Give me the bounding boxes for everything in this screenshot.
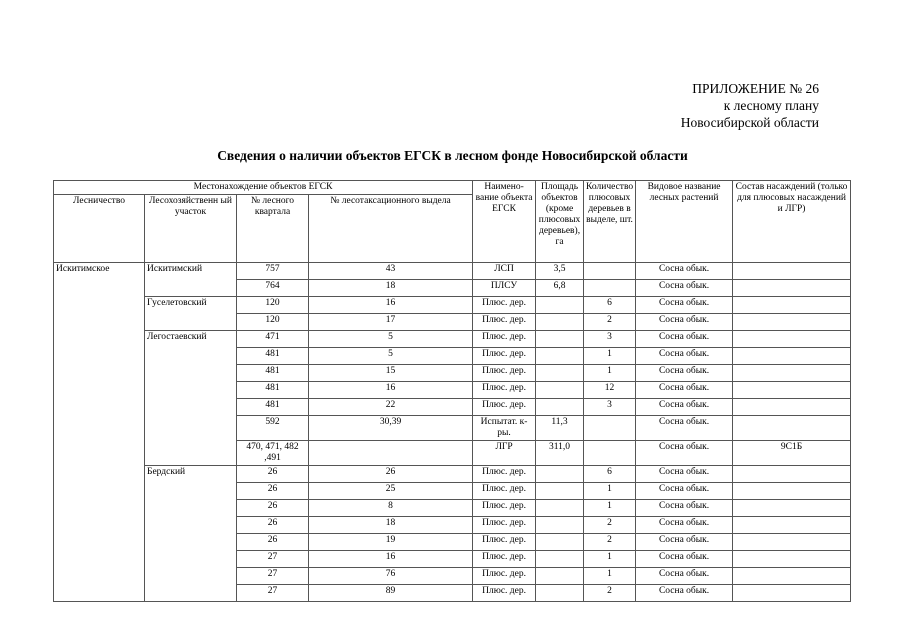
- tree-count-cell: [584, 280, 636, 297]
- tree-count-cell: 1: [584, 551, 636, 568]
- area-cell: [536, 365, 584, 382]
- area-cell: [536, 331, 584, 348]
- tree-count-cell: 1: [584, 365, 636, 382]
- col-allotment: № лесотаксационного выдела: [309, 195, 473, 263]
- area-cell: [536, 534, 584, 551]
- site-cell: Бердский: [145, 466, 237, 602]
- allotment-cell: 18: [309, 517, 473, 534]
- species-cell: Сосна обык.: [636, 517, 733, 534]
- col-quarter: № лесного квартала: [237, 195, 309, 263]
- appendix-reference: к лесному плану: [723, 98, 819, 113]
- composition-cell: [733, 585, 851, 602]
- area-cell: 3,5: [536, 263, 584, 280]
- object-name-cell: Плюс. дер.: [473, 399, 536, 416]
- composition-cell: [733, 551, 851, 568]
- tree-count-cell: 1: [584, 348, 636, 365]
- species-cell: Сосна обык.: [636, 441, 733, 466]
- tree-count-cell: 2: [584, 314, 636, 331]
- allotment-cell: 16: [309, 382, 473, 399]
- composition-cell: 9С1Б: [733, 441, 851, 466]
- species-cell: Сосна обык.: [636, 348, 733, 365]
- allotment-cell: 16: [309, 297, 473, 314]
- area-cell: [536, 585, 584, 602]
- object-name-cell: Плюс. дер.: [473, 331, 536, 348]
- area-cell: [536, 500, 584, 517]
- quarter-cell: 26: [237, 534, 309, 551]
- tree-count-cell: [584, 263, 636, 280]
- area-cell: [536, 314, 584, 331]
- species-cell: Сосна обык.: [636, 280, 733, 297]
- object-name-cell: ПЛСУ: [473, 280, 536, 297]
- site-cell: Гуселетовский: [145, 297, 237, 331]
- allotment-cell: 43: [309, 263, 473, 280]
- species-cell: Сосна обык.: [636, 382, 733, 399]
- tree-count-cell: 1: [584, 483, 636, 500]
- species-cell: Сосна обык.: [636, 399, 733, 416]
- object-name-cell: Плюс. дер.: [473, 585, 536, 602]
- object-name-cell: Плюс. дер.: [473, 500, 536, 517]
- col-object-name: Наимено- вание объекта ЕГСК: [473, 181, 536, 263]
- site-cell: Искитимский: [145, 263, 237, 297]
- allotment-cell: 89: [309, 585, 473, 602]
- tree-count-cell: [584, 416, 636, 441]
- tree-count-cell: 3: [584, 399, 636, 416]
- col-area: Площадь объектов (кроме плюсовых деревьев), га: [536, 181, 584, 263]
- species-cell: Сосна обык.: [636, 297, 733, 314]
- location-group-header: Местонахождение объектов ЕГСК: [54, 181, 473, 195]
- forestry-cell: Искитимское: [54, 263, 145, 602]
- allotment-cell: 19: [309, 534, 473, 551]
- object-name-cell: Плюс. дер.: [473, 568, 536, 585]
- object-name-cell: Плюс. дер.: [473, 483, 536, 500]
- species-cell: Сосна обык.: [636, 416, 733, 441]
- col-composition: Состав насаждений (только для плюсовых насаждений и ЛГР): [733, 181, 851, 263]
- species-cell: Сосна обык.: [636, 551, 733, 568]
- area-cell: [536, 551, 584, 568]
- tree-count-cell: 2: [584, 534, 636, 551]
- quarter-cell: 481: [237, 399, 309, 416]
- area-cell: [536, 348, 584, 365]
- quarter-cell: 27: [237, 585, 309, 602]
- object-name-cell: ЛСП: [473, 263, 536, 280]
- quarter-cell: 120: [237, 314, 309, 331]
- site-cell: Легостаевский: [145, 331, 237, 466]
- quarter-cell: 470, 471, 482 ,491: [237, 441, 309, 466]
- object-name-cell: Плюс. дер.: [473, 534, 536, 551]
- area-cell: [536, 399, 584, 416]
- composition-cell: [733, 382, 851, 399]
- composition-cell: [733, 263, 851, 280]
- composition-cell: [733, 500, 851, 517]
- allotment-cell: 17: [309, 314, 473, 331]
- object-name-cell: Плюс. дер.: [473, 348, 536, 365]
- quarter-cell: 26: [237, 517, 309, 534]
- allotment-cell: 16: [309, 551, 473, 568]
- allotment-cell: 26: [309, 466, 473, 483]
- tree-count-cell: 6: [584, 297, 636, 314]
- tree-count-cell: 2: [584, 517, 636, 534]
- composition-cell: [733, 331, 851, 348]
- col-forestry: Лесничество: [54, 195, 145, 263]
- composition-cell: [733, 280, 851, 297]
- quarter-cell: 764: [237, 280, 309, 297]
- object-name-cell: Плюс. дер.: [473, 297, 536, 314]
- species-cell: Сосна обык.: [636, 466, 733, 483]
- object-name-cell: Испытат. к-ры.: [473, 416, 536, 441]
- species-cell: Сосна обык.: [636, 314, 733, 331]
- composition-cell: [733, 399, 851, 416]
- quarter-cell: 757: [237, 263, 309, 280]
- area-cell: [536, 517, 584, 534]
- allotment-cell: 30,39: [309, 416, 473, 441]
- allotment-cell: 18: [309, 280, 473, 297]
- object-name-cell: Плюс. дер.: [473, 466, 536, 483]
- appendix-region: Новосибирской области: [680, 115, 819, 130]
- table-row: [54, 331, 851, 348]
- col-tree-count: Количество плюсовых деревьев в выделе, шт.: [584, 181, 636, 263]
- document-title: Сведения о наличии объектов ЕГСК в лесном фонде Новосибирской области: [217, 148, 688, 163]
- composition-cell: [733, 314, 851, 331]
- area-cell: 11,3: [536, 416, 584, 441]
- table-row: [54, 297, 851, 314]
- object-name-cell: Плюс. дер.: [473, 382, 536, 399]
- composition-cell: [733, 416, 851, 441]
- allotment-cell: 5: [309, 331, 473, 348]
- tree-count-cell: 12: [584, 382, 636, 399]
- species-cell: Сосна обык.: [636, 331, 733, 348]
- quarter-cell: 26: [237, 466, 309, 483]
- composition-cell: [733, 365, 851, 382]
- quarter-cell: 481: [237, 348, 309, 365]
- tree-count-cell: 2: [584, 585, 636, 602]
- appendix-heading: [681, 80, 819, 131]
- quarter-cell: 120: [237, 297, 309, 314]
- area-cell: 6,8: [536, 280, 584, 297]
- composition-cell: [733, 534, 851, 551]
- area-cell: [536, 297, 584, 314]
- col-species: Видовое название лесных растений: [636, 181, 733, 263]
- tree-count-cell: 6: [584, 466, 636, 483]
- allotment-cell: 5: [309, 348, 473, 365]
- area-cell: 311,0: [536, 441, 584, 466]
- table-row: [54, 263, 851, 280]
- allotment-cell: 8: [309, 500, 473, 517]
- tree-count-cell: [584, 441, 636, 466]
- area-cell: [536, 466, 584, 483]
- allotment-cell: 22: [309, 399, 473, 416]
- area-cell: [536, 382, 584, 399]
- allotment-cell: 15: [309, 365, 473, 382]
- object-name-cell: ЛГР: [473, 441, 536, 466]
- composition-cell: [733, 466, 851, 483]
- quarter-cell: 26: [237, 483, 309, 500]
- species-cell: Сосна обык.: [636, 263, 733, 280]
- composition-cell: [733, 568, 851, 585]
- species-cell: Сосна обык.: [636, 585, 733, 602]
- object-name-cell: Плюс. дер.: [473, 551, 536, 568]
- composition-cell: [733, 517, 851, 534]
- species-cell: Сосна обык.: [636, 568, 733, 585]
- quarter-cell: 481: [237, 382, 309, 399]
- species-cell: Сосна обык.: [636, 365, 733, 382]
- quarter-cell: 27: [237, 568, 309, 585]
- tree-count-cell: 3: [584, 331, 636, 348]
- tree-count-cell: 1: [584, 500, 636, 517]
- composition-cell: [733, 297, 851, 314]
- species-cell: Сосна обык.: [636, 483, 733, 500]
- appendix-number: ПРИЛОЖЕНИЕ № 26: [692, 81, 819, 96]
- col-site: Лесохозяйственн ый участок: [145, 195, 237, 263]
- allotment-cell: [309, 441, 473, 466]
- object-name-cell: Плюс. дер.: [473, 314, 536, 331]
- table-row: [54, 466, 851, 483]
- composition-cell: [733, 483, 851, 500]
- object-name-cell: Плюс. дер.: [473, 517, 536, 534]
- tree-count-cell: 1: [584, 568, 636, 585]
- quarter-cell: 592: [237, 416, 309, 441]
- species-cell: Сосна обык.: [636, 534, 733, 551]
- composition-cell: [733, 348, 851, 365]
- table-body: [54, 263, 851, 602]
- allotment-cell: 76: [309, 568, 473, 585]
- quarter-cell: 26: [237, 500, 309, 517]
- species-cell: Сосна обык.: [636, 500, 733, 517]
- quarter-cell: 27: [237, 551, 309, 568]
- object-name-cell: Плюс. дер.: [473, 365, 536, 382]
- quarter-cell: 471: [237, 331, 309, 348]
- area-cell: [536, 483, 584, 500]
- egsk-objects-table: [53, 180, 851, 602]
- quarter-cell: 481: [237, 365, 309, 382]
- allotment-cell: 25: [309, 483, 473, 500]
- area-cell: [536, 568, 584, 585]
